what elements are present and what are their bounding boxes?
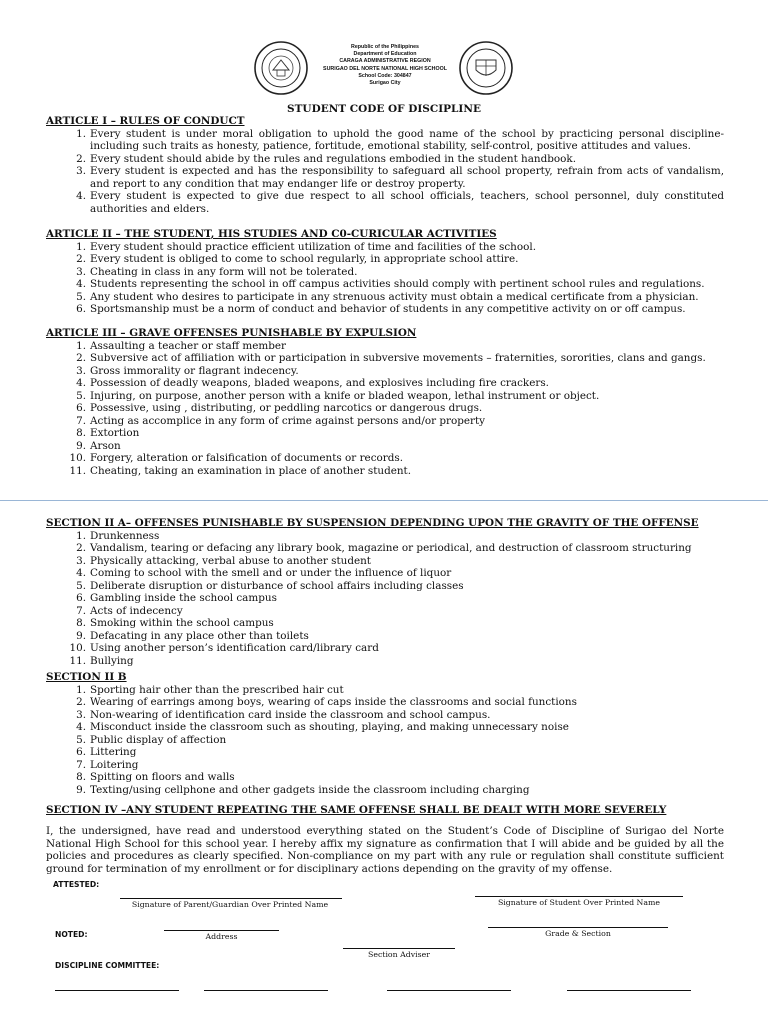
article-3 xyxy=(46,327,724,477)
address-line[interactable] xyxy=(164,930,279,931)
section-heading: ARTICLE II – THE STUDENT, HIS STUDIES AND C0-CURICULAR ACTIVITIES xyxy=(46,228,497,240)
list-item: 2. Every student should abide by the rules and regulations embodied in the student handbook. xyxy=(76,152,577,165)
parent-signature-line[interactable] xyxy=(120,898,342,899)
school-seal-logo xyxy=(253,40,309,96)
committee-signature-line-3[interactable] xyxy=(387,990,511,991)
header-line: SURIGAO DEL NORTE NATIONAL HIGH SCHOOL xyxy=(323,65,447,72)
list-item: 9. Texting/using cellphone and other gadgets inside the classroom including charging xyxy=(76,783,530,796)
list-item: 6. Littering xyxy=(76,746,137,758)
list-item: 11. Bullying xyxy=(69,654,134,667)
list-item: 3. Cheating in class in any form will not be tolerated. xyxy=(76,265,358,278)
agreement-paragraph: I, the undersigned, have read and understood everything stated on the Student’s Code of Discipline of Surigao del Norte National High School for this school year. I hereby affix my signature as confirmation that I will abide and be guided by all the policies and procedures as clearly specified. Non-compliance on my part with any rule or regulation shall constitute sufficient ground for termination of my enrollment or for disciplinary actions depending on the gravity of my offense. xyxy=(46,825,724,875)
list-item: 9. Defacating in any place other than toilets xyxy=(76,629,309,642)
letterhead-text xyxy=(318,44,452,87)
list-item: 2. Vandalism, tearing or defacing any library book, magazine or periodical, and destruction of classroom structuring xyxy=(76,542,692,554)
list-item: 1. Sporting hair other than the prescribed hair cut xyxy=(76,683,344,696)
list-item: 1. Every student is under moral obligation to uphold the good name of the school by practicing personal discipline- including such traits as honesty, patience, fortitude, emotional stability, self-control, positive attitudes and values. xyxy=(76,127,724,152)
header-line: CARAGA ADMINISTRATIVE REGION xyxy=(339,58,431,65)
committee-signature-line-4[interactable] xyxy=(567,990,691,991)
committee-signature-line-2[interactable] xyxy=(204,990,328,991)
article-2 xyxy=(46,228,724,316)
list-item: 5. Public display of affection xyxy=(76,733,227,746)
list-item: 1. Every student should practice efficient utilization of time and facilities of the school. xyxy=(76,240,537,253)
list-item: 7. Acting as accomplice in any form of crime against persons and/or property xyxy=(76,414,486,427)
page-divider xyxy=(0,500,768,501)
list-item: 1. Drunkenness xyxy=(76,529,160,542)
noted-label: NOTED: xyxy=(55,930,88,939)
letterhead xyxy=(250,40,520,100)
list-item: 4. Possession of deadly weapons, bladed weapons, and explosives including fire crackers. xyxy=(76,377,549,389)
list-item: 2. Wearing of earrings among boys, wearing of caps inside the classrooms and social functions xyxy=(76,696,577,708)
list-item: 10. Forgery, alteration or falsification of documents or records. xyxy=(69,452,404,464)
student-signature-line[interactable] xyxy=(475,896,683,897)
list-item: 4. Every student is expected to give due respect to all school officials, teachers, school personnel, duly constituted authorities and elders. xyxy=(76,190,724,215)
list-item: 4. Coming to school with the smell and or under the influence of liquor xyxy=(76,567,452,579)
list-item: 6. Gambling inside the school campus xyxy=(76,592,277,604)
student-signature-caption: Signature of Student Over Printed Name xyxy=(497,898,661,907)
article-1 xyxy=(46,115,724,215)
list-item: 3. Non-wearing of identification card inside the classroom and school campus. xyxy=(76,708,491,721)
section-heading: SECTION II A– OFFENSES PUNISHABLE BY SUSPENSION DEPENDING UPON THE GRAVITY OF THE OFFENSE xyxy=(46,517,699,529)
section-2b xyxy=(46,671,724,796)
grade-section-caption: Grade & Section xyxy=(545,929,611,938)
list-item: 9. Arson xyxy=(76,439,121,452)
section-heading: ARTICLE III – GRAVE OFFENSES PUNISHABLE BY EXPULSION xyxy=(46,327,417,339)
list-item: 10. Using another person’s identification card/library card xyxy=(69,642,379,654)
adviser-caption: Section Adviser xyxy=(367,950,430,959)
section-heading: ARTICLE I – RULES OF CONDUCT xyxy=(46,115,245,127)
list-item: 8. Extortion xyxy=(76,427,140,439)
list-item: 2. Every student is obliged to come to school regularly, in appropriate school attire. xyxy=(76,253,519,265)
committee-signature-line-1[interactable] xyxy=(55,990,179,991)
list-item: 2. Subversive act of affiliation with or participation in subversive movements – fraternities, sororities, clans and gangs. xyxy=(76,352,706,364)
document-title: STUDENT CODE OF DISCIPLINE xyxy=(287,103,481,115)
attested-label: ATTESTED: xyxy=(53,880,100,889)
grade-section-line[interactable] xyxy=(488,927,668,928)
list-item: 5. Injuring, on purpose, another person with a knife or bladed weapon, lethal instrument or object. xyxy=(76,389,600,402)
list-item: 3. Physically attacking, verbal abuse to another student xyxy=(76,554,371,567)
list-item: 7. Acts of indecency xyxy=(76,604,183,617)
section-4 xyxy=(46,804,724,817)
list-item: 5. Any student who desires to participate in any strenuous activity must obtain a medical certificate from a physician. xyxy=(76,290,699,303)
header-line: Department of Education xyxy=(353,51,417,58)
list-item: 3. Every student is expected and has the responsibility to safeguard all school property, refrain from acts of vandalism, and report to any condition that may endanger life or destroy property. xyxy=(76,165,724,190)
adviser-signature-line[interactable] xyxy=(343,948,455,949)
address-caption: Address xyxy=(205,932,238,941)
list-item: 8. Smoking within the school campus xyxy=(76,617,274,629)
list-item: 6. Possessive, using , distributing, or peddling narcotics or dangerous drugs. xyxy=(76,402,483,414)
list-item: 7. Loitering xyxy=(76,758,139,771)
list-item: 1. Assaulting a teacher or staff member xyxy=(76,339,287,352)
header-line: Republic of the Philippines xyxy=(351,44,419,50)
list-item: 4. Misconduct inside the classroom such as shouting, playing, and making unnecessary noise xyxy=(76,721,569,733)
list-item: 4. Students representing the school in off campus activities should comply with pertinent school rules and regulations. xyxy=(76,278,705,290)
header-line: School Code: 304847 xyxy=(358,72,412,79)
deped-seal-logo xyxy=(458,40,514,96)
section-2a xyxy=(46,517,724,667)
section-heading: SECTION IV –ANY STUDENT REPEATING THE SAME OFFENSE SHALL BE DEALT WITH MORE SEVERELY xyxy=(46,804,667,816)
section-heading: SECTION II B xyxy=(46,671,127,683)
list-item: 3. Gross immorality or flagrant indecency. xyxy=(76,364,299,377)
list-item: 6. Sportsmanship must be a norm of conduct and behavior of students in any competitive activity on or off campus. xyxy=(76,303,686,315)
list-item: 8. Spitting on floors and walls xyxy=(76,771,235,783)
parent-signature-caption: Signature of Parent/Guardian Over Printed Name xyxy=(131,900,329,909)
header-line: Surigao City xyxy=(369,80,401,87)
list-item: 11. Cheating, taking an examination in place of another student. xyxy=(69,464,412,477)
list-item: 5. Deliberate disruption or disturbance of school affairs including classes xyxy=(76,579,464,592)
discipline-committee-label: DISCIPLINE COMMITTEE: xyxy=(55,961,160,970)
